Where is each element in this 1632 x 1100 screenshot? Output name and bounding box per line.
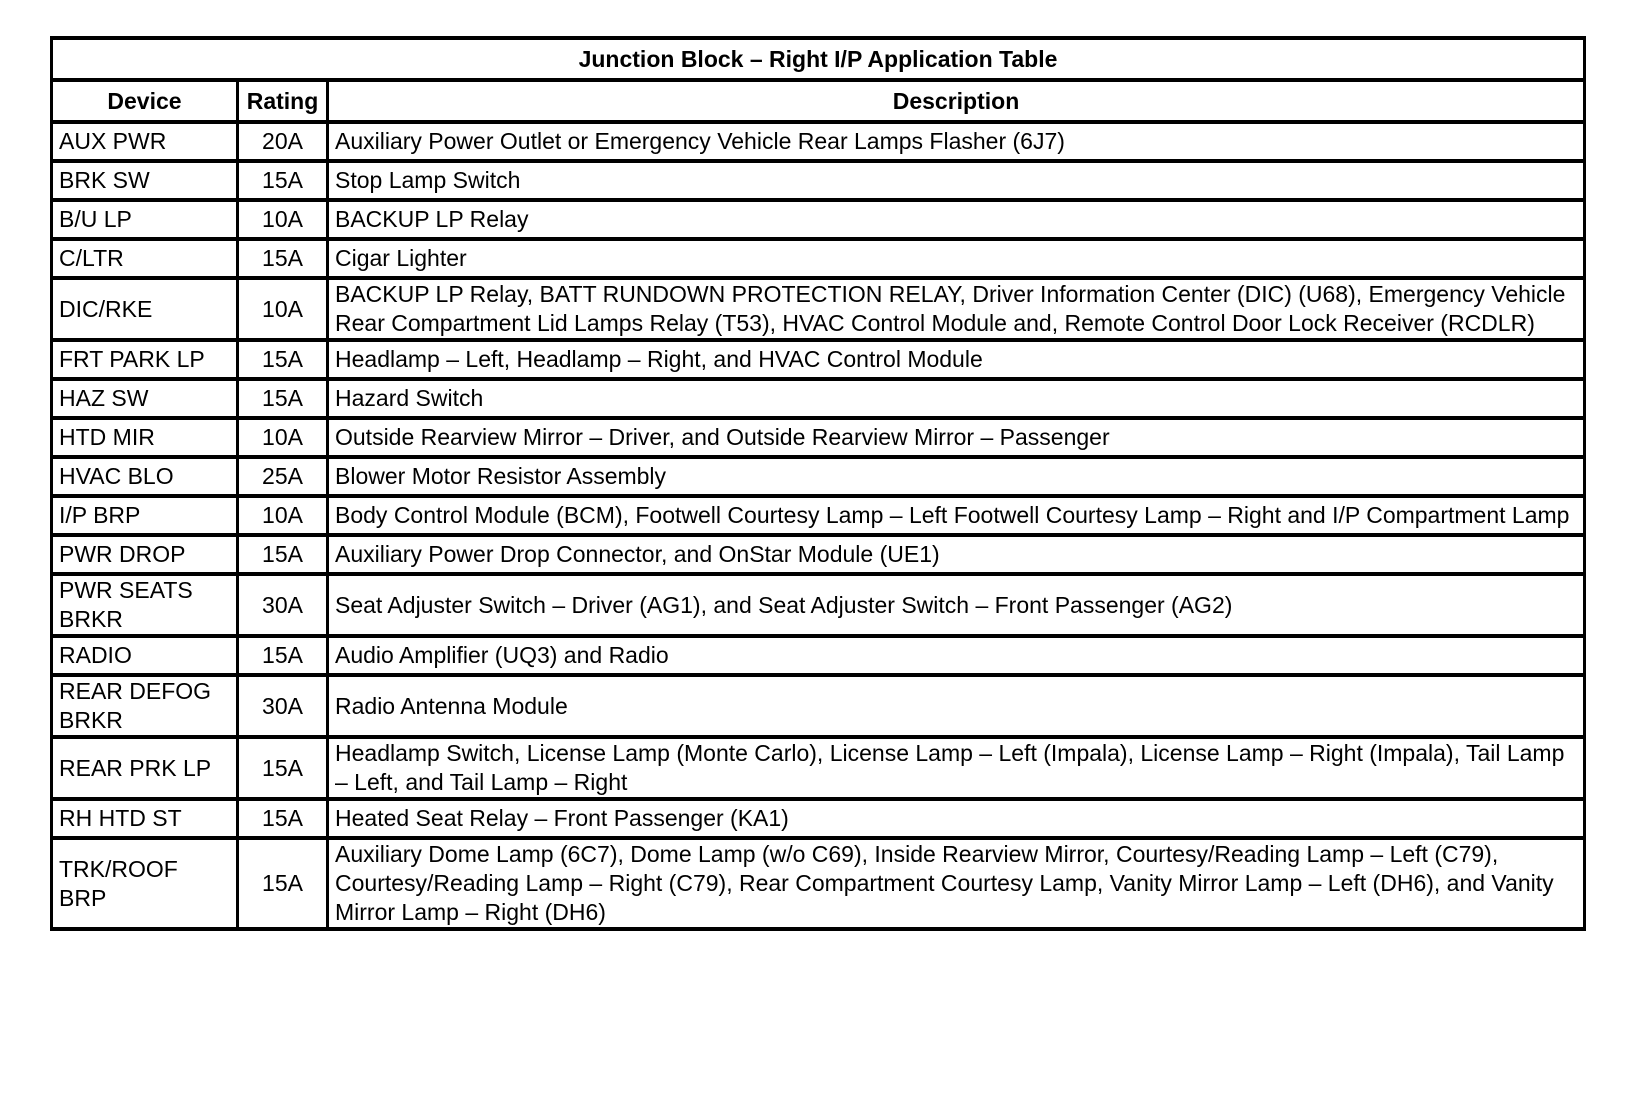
rating-cell: 10A: [238, 200, 328, 239]
device-cell: PWR DROP: [52, 535, 238, 574]
rating-cell: 10A: [238, 278, 328, 340]
description-cell: Blower Motor Resistor Assembly: [328, 457, 1585, 496]
rating-cell: 15A: [238, 340, 328, 379]
description-cell: Audio Amplifier (UQ3) and Radio: [328, 636, 1585, 675]
description-cell: Cigar Lighter: [328, 239, 1585, 278]
table-row: [52, 535, 1585, 574]
description-cell: Headlamp Switch, License Lamp (Monte Carlo), License Lamp – Left (Impala), License Lamp – Right (Impala), Tail Lamp – Left, and Tail Lamp – Right: [328, 737, 1585, 799]
rating-cell: 30A: [238, 574, 328, 636]
description-cell: Auxiliary Power Outlet or Emergency Vehicle Rear Lamps Flasher (6J7): [328, 122, 1585, 161]
device-cell: REAR PRK LP: [52, 737, 238, 799]
table-row: [52, 161, 1585, 200]
table-row: [52, 278, 1585, 340]
header-row: [52, 80, 1585, 122]
rating-cell: 15A: [238, 636, 328, 675]
description-cell: Auxiliary Dome Lamp (6C7), Dome Lamp (w/o C69), Inside Rearview Mirror, Courtesy/Reading Lamp – Left (C79), Courtesy/Reading Lamp – Right (C79), Rear Compartment Courtesy Lamp, Vanity Mirror Lamp – Left (DH6), and Vanity Mirror Lamp – Right (DH6): [328, 838, 1585, 929]
device-cell: FRT PARK LP: [52, 340, 238, 379]
device-cell: REAR DEFOG BRKR: [52, 675, 238, 737]
table-row: [52, 496, 1585, 535]
device-cell: HTD MIR: [52, 418, 238, 457]
rating-cell: 15A: [238, 799, 328, 838]
rating-cell: 30A: [238, 675, 328, 737]
description-cell: Body Control Module (BCM), Footwell Courtesy Lamp – Left Footwell Courtesy Lamp – Right and I/P Compartment Lamp: [328, 496, 1585, 535]
rating-cell: 10A: [238, 418, 328, 457]
table-row: [52, 799, 1585, 838]
rating-cell: 15A: [238, 535, 328, 574]
rating-cell: 15A: [238, 161, 328, 200]
table-title: Junction Block – Right I/P Application Table: [52, 38, 1585, 80]
device-cell: TRK/ROOF BRP: [52, 838, 238, 929]
column-header-description: Description: [328, 80, 1585, 122]
table-row: [52, 239, 1585, 278]
title-row: [52, 38, 1585, 80]
rating-cell: 10A: [238, 496, 328, 535]
table-row: [52, 122, 1585, 161]
table-row: [52, 636, 1585, 675]
table-row: [52, 675, 1585, 737]
rating-cell: 15A: [238, 379, 328, 418]
device-cell: RH HTD ST: [52, 799, 238, 838]
device-cell: I/P BRP: [52, 496, 238, 535]
table-row: [52, 574, 1585, 636]
description-cell: Outside Rearview Mirror – Driver, and Outside Rearview Mirror – Passenger: [328, 418, 1585, 457]
description-cell: BACKUP LP Relay, BATT RUNDOWN PROTECTION RELAY, Driver Information Center (DIC) (U68), Emergency Vehicle Rear Compartment Lid Lamps Relay (T53), HVAC Control Module and, Remote Control Door Lock Receiver (RCDLR): [328, 278, 1585, 340]
rating-cell: 15A: [238, 737, 328, 799]
description-cell: Auxiliary Power Drop Connector, and OnStar Module (UE1): [328, 535, 1585, 574]
device-cell: BRK SW: [52, 161, 238, 200]
description-cell: Radio Antenna Module: [328, 675, 1585, 737]
description-cell: Seat Adjuster Switch – Driver (AG1), and Seat Adjuster Switch – Front Passenger (AG2): [328, 574, 1585, 636]
rating-cell: 15A: [238, 838, 328, 929]
table-row: [52, 737, 1585, 799]
table-row: [52, 838, 1585, 929]
description-cell: Stop Lamp Switch: [328, 161, 1585, 200]
column-header-rating: Rating: [238, 80, 328, 122]
table-row: [52, 340, 1585, 379]
rating-cell: 20A: [238, 122, 328, 161]
description-cell: BACKUP LP Relay: [328, 200, 1585, 239]
rating-cell: 15A: [238, 239, 328, 278]
description-cell: Heated Seat Relay – Front Passenger (KA1): [328, 799, 1585, 838]
device-cell: HAZ SW: [52, 379, 238, 418]
table-row: [52, 457, 1585, 496]
description-cell: Headlamp – Left, Headlamp – Right, and HVAC Control Module: [328, 340, 1585, 379]
device-cell: B/U LP: [52, 200, 238, 239]
table-row: [52, 200, 1585, 239]
device-cell: C/LTR: [52, 239, 238, 278]
table-row: [52, 418, 1585, 457]
rating-cell: 25A: [238, 457, 328, 496]
table-row: [52, 379, 1585, 418]
device-cell: DIC/RKE: [52, 278, 238, 340]
device-cell: HVAC BLO: [52, 457, 238, 496]
column-header-device: Device: [52, 80, 238, 122]
device-cell: PWR SEATS BRKR: [52, 574, 238, 636]
device-cell: AUX PWR: [52, 122, 238, 161]
application-table: [50, 36, 1586, 931]
description-cell: Hazard Switch: [328, 379, 1585, 418]
device-cell: RADIO: [52, 636, 238, 675]
